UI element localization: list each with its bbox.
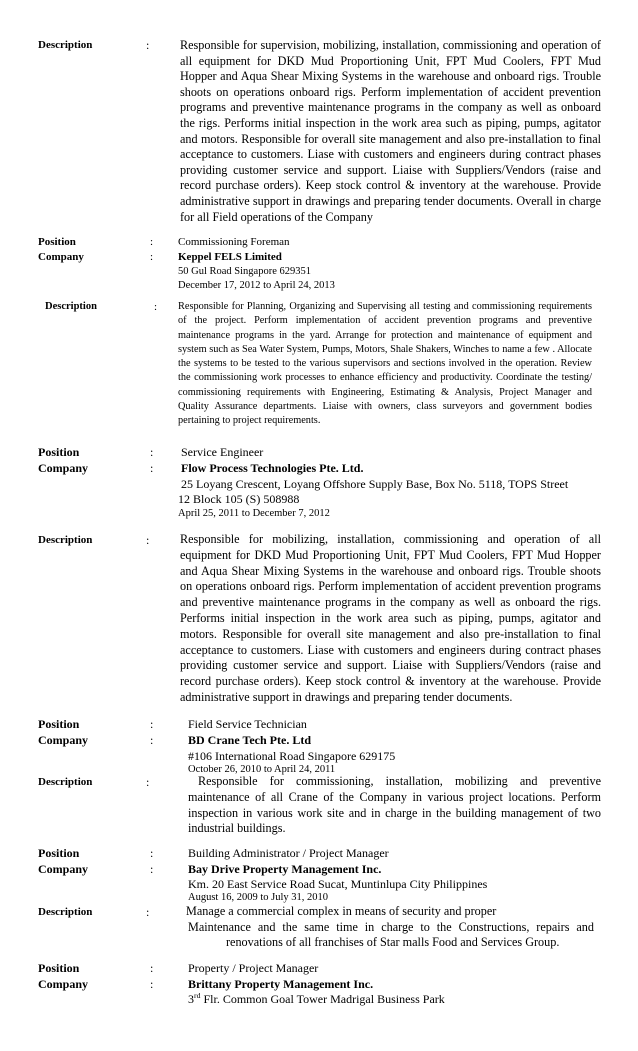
ordinal-suffix: rd: [194, 991, 201, 1000]
label-colon: :: [154, 301, 158, 313]
position-title: Commissioning Foreman: [178, 236, 290, 248]
company-label: Company: [38, 977, 89, 991]
position-label: Position: [38, 717, 80, 731]
company-label: Company: [38, 251, 84, 263]
label-colon: :: [146, 38, 150, 52]
job-description: Responsible for Planning, Organizing and Supervising all testing and commissioning requirements of the project. Perform implementation of accident prevention programs and preventive maintenance programs in the yard. Arrange for protection and maintenance of equipment and system such as Sea Water System, Pumps, Motors, Shale Shakers, Winches to name a few . Allocate the systems to be tested to the various supervisors and sections involved in the operation. Review the commissioning work processes to enhance efficiency and productivity. Coordinate the testing/ commissioning requirements with Engineering, Estimating & Analysis, Project Manager and Quality Assurance departments. Liaise with owners, class surveyors and government bodies pertaining to project requirements.: [178, 301, 592, 427]
company-label: Company: [38, 733, 89, 747]
label-colon: :: [150, 251, 154, 263]
company-address: [188, 992, 445, 1007]
job-description: Responsible for mobilizing, installation, commissioning and operation of all equipment for DKD Mud Proportioning Unit, FPT Mud Coolers, FPT Mud Hopper and Aqua Shear Mixing Systems in the warehouse and onboard rigs. Trouble shoots on operations onboard rigs. Perform implementation of accident prevention programs and preventive maintenance programs in the company as well as onboard the rigs. Performs initial inspection in the work area such as piping, pumps, agitator and motors. Responsible for overall site management and also pre-installation to final acceptance to customers. Liase with customers and engineers during contract phases providing customer service and support. Liaise with Suppliers/Vendors (raise and record purchase orders). Keep stock control & inventory at the warehouse. Provide administrative support in drawings and preparing tender documents.: [180, 532, 601, 704]
company-address: #106 International Road Singapore 629175: [188, 749, 396, 763]
company-name: Keppel FELS Limited: [178, 251, 282, 263]
label-colon: :: [150, 846, 154, 860]
job-description-line1: Manage a commercial complex in means of security and proper: [186, 904, 497, 918]
label-colon: :: [150, 236, 154, 248]
label-colon: :: [150, 961, 154, 975]
address-rest: Flr. Common Goal Tower Madrigal Business Park: [200, 992, 445, 1006]
position-label: Position: [38, 961, 80, 975]
company-address: Km. 20 East Service Road Sucat, Muntinlupa City Philippines: [188, 877, 488, 891]
position-label: Position: [38, 846, 80, 860]
employment-dates: October 26, 2010 to April 24, 2011: [188, 764, 336, 775]
position-title: Field Service Technician: [188, 717, 307, 731]
description-label: Description: [38, 906, 93, 918]
address-floor-number: 3: [188, 992, 194, 1006]
job-description: Responsible for commissioning, installation, mobilizing and preventive maintenance of all Crane of the Company in various project locations. Perform inspection in various work site and in charge in the building management of two industrial buildings.: [188, 774, 601, 836]
description-label: Description: [38, 776, 93, 788]
company-name: Flow Process Technologies Pte. Ltd.: [181, 461, 364, 475]
label-colon: :: [150, 862, 154, 876]
position-label: Position: [38, 236, 76, 248]
company-name: BD Crane Tech Pte. Ltd: [188, 733, 311, 747]
label-colon: :: [150, 977, 154, 991]
label-colon: :: [150, 445, 154, 459]
position-label: Position: [38, 445, 80, 459]
company-address-line2: 12 Block 105 (S) 508988: [178, 492, 300, 506]
description-label: Description: [45, 301, 97, 312]
label-colon: :: [150, 717, 154, 731]
employment-dates: August 16, 2009 to July 31, 2010: [188, 892, 329, 903]
position-title: Service Engineer: [181, 445, 264, 459]
company-label: Company: [38, 862, 89, 876]
company-label: Company: [38, 461, 89, 475]
label-colon: :: [146, 775, 150, 789]
job-description-line3: renovations of all franchises of Star malls Food and Services Group.: [226, 935, 560, 949]
description-label: Description: [38, 534, 93, 546]
employment-dates: April 25, 2011 to December 7, 2012: [178, 508, 330, 519]
label-colon: :: [150, 733, 154, 747]
job-description-line2: Maintenance and the same time in charge to the Constructions, repairs and: [188, 920, 594, 934]
company-name: Bay Drive Property Management Inc.: [188, 862, 382, 876]
label-colon: :: [146, 533, 150, 547]
position-title: Building Administrator / Project Manager: [188, 846, 389, 860]
company-address: 50 Gul Road Singapore 629351: [178, 266, 311, 277]
company-name: Brittany Property Management Inc.: [188, 977, 374, 991]
job-description: Responsible for supervision, mobilizing, installation, commissioning and operation of all equipment for DKD Mud Proportioning Unit, FPT Mud Coolers, FPT Mud Hopper and Aqua Shear Mixing Systems in the warehouse and onboard rigs. Trouble shoots on operations onboard rigs. Perform implementation of accident prevention programs and preventive maintenance programs in the company as well as onboard the rigs. Performs initial inspection in the work area such as piping, pumps, agitator and motors. Responsible for overall site management and also pre-installation to final acceptance to customers. Liase with customers and engineers during contract phases providing customer service and support. Liaise with Suppliers/Vendors (raise and record purchase orders). Keep stock control & inventory at the warehouse. Provide administrative support in drawings and preparing tender documents. Overall in charge for all Field operations of the Company: [180, 38, 601, 224]
label-colon: :: [150, 461, 154, 475]
description-label: Description: [38, 39, 93, 51]
employment-dates: December 17, 2012 to April 24, 2013: [178, 280, 335, 291]
position-title: Property / Project Manager: [188, 961, 319, 975]
label-colon: :: [146, 905, 150, 919]
company-address: 25 Loyang Crescent, Loyang Offshore Supply Base, Box No. 5118, TOPS Street: [181, 477, 569, 491]
